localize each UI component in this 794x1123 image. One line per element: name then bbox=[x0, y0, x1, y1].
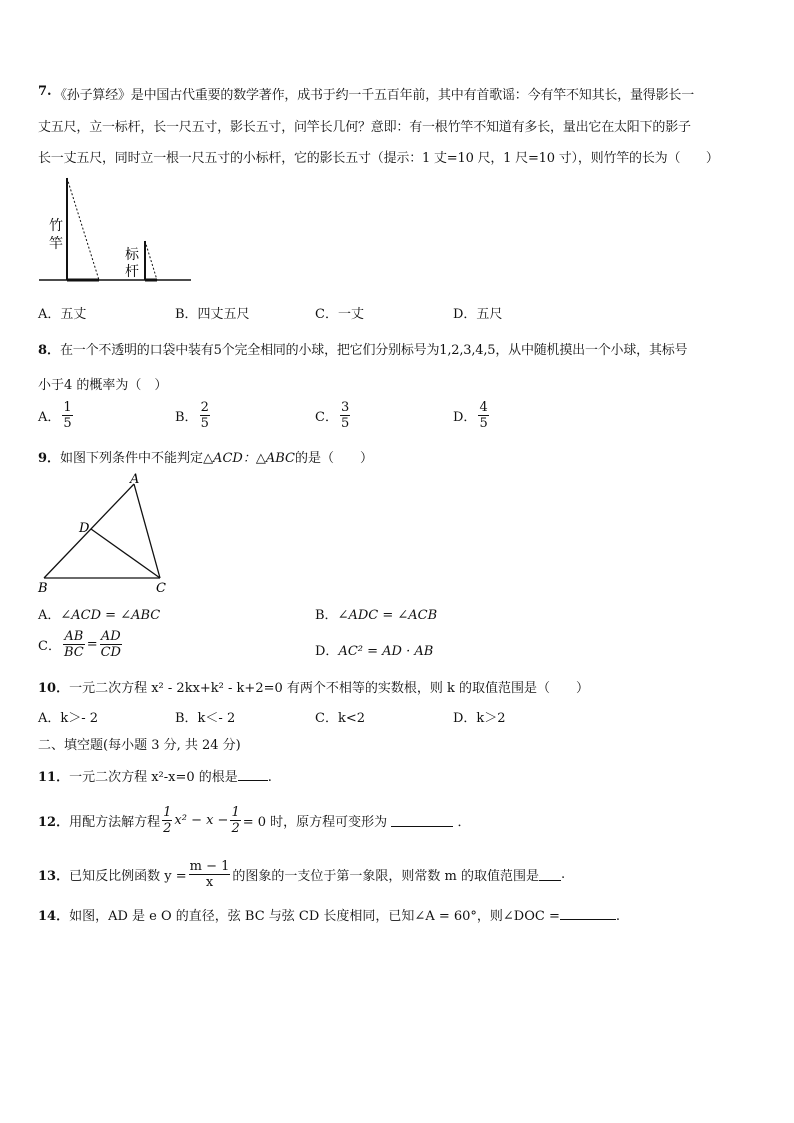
q13-stem: 13．已知反比例函数 y = $\frac{m - 1}{x}$ 的图象的一支位于第一象限，则常数 m 的取值范围是 . bbox=[38, 859, 566, 890]
q9-option-c: C． $\frac{AB}{BC}$ = $\frac{AD}{CD}$ bbox=[38, 629, 121, 660]
pole-label-2: 竿 bbox=[49, 236, 63, 252]
q7-option-a: A．五丈 bbox=[38, 307, 87, 322]
rod-label-1: 标 bbox=[125, 247, 139, 263]
q7-shadow-figure bbox=[36, 172, 196, 287]
q7-option-b: B．四丈五尺 bbox=[175, 307, 250, 322]
q7-line-1: 《孙子算经》是中国古代重要的数学著作，成书于约一千五百年前，其中有首歌谣：今有竿不知其长，量得影长一 bbox=[54, 88, 695, 103]
q12-stem: 12．用配方法解方程 $\frac{1}{2}$ x² − x − $\frac{1}{2}$ = 0 时，原方程可变形为 ． bbox=[38, 805, 471, 836]
vertex-a: A bbox=[130, 472, 140, 487]
vertex-c: C bbox=[156, 581, 166, 596]
q10-option-a: A．k＞- 2 bbox=[38, 711, 99, 726]
q12-answer-blank[interactable] bbox=[391, 814, 453, 827]
q9-option-b: B．∠ADC = ∠ACB bbox=[315, 608, 438, 623]
q8-line-1: 在一个不透明的口袋中装有5个完全相同的小球，把它们分别标号为1,2,3,4,5，从中随机摸出一个小球，其标号 bbox=[60, 343, 688, 358]
q11-answer-blank[interactable] bbox=[238, 768, 268, 781]
q10-option-b: B．k＜- 2 bbox=[175, 711, 236, 726]
q7-option-d: D．五尺 bbox=[453, 307, 503, 322]
section-heading-fill-in: 二、填空题(每小题 3 分, 共 24 分) bbox=[38, 738, 241, 753]
q8-option-b: B． $\frac{2}{5}$ bbox=[175, 400, 209, 431]
q10-option-c: C．k<2 bbox=[315, 711, 365, 726]
q13-answer-blank[interactable] bbox=[539, 868, 561, 881]
q8-number: 8． bbox=[38, 343, 61, 358]
q9-stem: 9．如图下列条件中不能判定△ACD：△ABC的是（ ） bbox=[38, 451, 373, 466]
q7-line-3: 长一丈五尺，同时立一根一尺五寸的小标杆，它的影长五寸（提示：1 丈=10 尺，1 尺=10 寸），则竹竿的长为（ ） bbox=[38, 151, 719, 166]
rod-label-2: 杆 bbox=[125, 264, 139, 280]
q9-option-a: A．∠ACD = ∠ABC bbox=[38, 608, 161, 623]
q7-line-2: 丈五尺，立一标杆，长一尺五寸，影长五寸，问竿长几何？意即：有一根竹竿不知道有多长，量出它在太阳下的影子 bbox=[38, 120, 691, 135]
q7-option-c: C．一丈 bbox=[315, 307, 364, 322]
pole-label-1: 竹 bbox=[49, 218, 63, 234]
q14-stem: 14．如图，AD 是 e O 的直径，弦 BC 与弦 CD 长度相同，已知∠A = 60°，则∠DOC = . bbox=[38, 909, 620, 924]
rod-shadow-ray bbox=[145, 241, 157, 280]
pole-shadow-ray bbox=[67, 178, 99, 280]
side-ac bbox=[134, 484, 160, 578]
q9-triangle-figure bbox=[34, 470, 174, 598]
q8-option-a: A． $\frac{1}{5}$ bbox=[38, 400, 72, 431]
vertex-d: D bbox=[79, 521, 90, 536]
q8-option-c: C． $\frac{3}{5}$ bbox=[315, 400, 350, 431]
q10-stem: 10．一元二次方程 x² - 2kx+k² - k+2=0 有两个不相等的实数根，则 k 的取值范围是（ ） bbox=[38, 681, 590, 696]
q9-option-d: D．AC² = AD · AB bbox=[315, 644, 434, 659]
q7-number: 7. bbox=[38, 84, 52, 99]
q8-option-d: D． $\frac{4}{5}$ bbox=[453, 400, 488, 431]
vertex-b: B bbox=[38, 581, 48, 596]
q8-line-2: 小于4 的概率为（ ） bbox=[38, 378, 168, 393]
q11-stem: 11．一元二次方程 x²-x=0 的根是 . bbox=[38, 770, 272, 785]
q10-option-d: D．k＞2 bbox=[453, 711, 506, 726]
q14-answer-blank[interactable] bbox=[560, 907, 616, 920]
segment-dc bbox=[91, 529, 160, 578]
